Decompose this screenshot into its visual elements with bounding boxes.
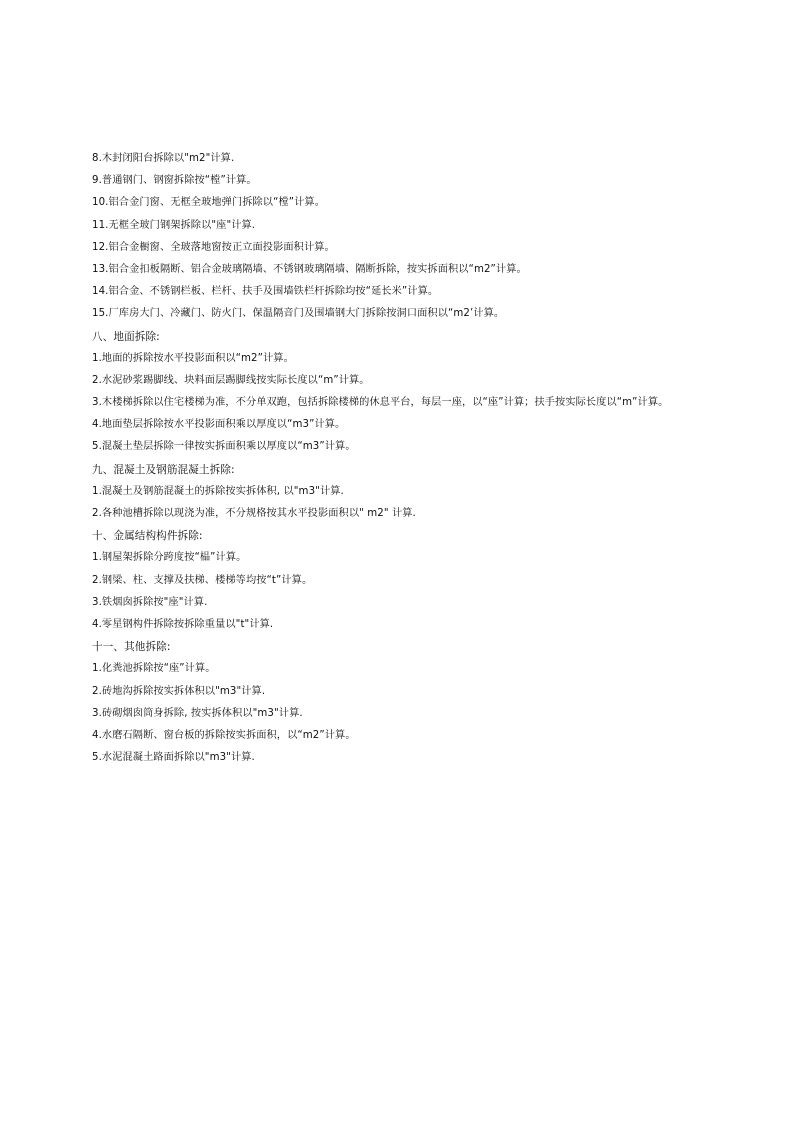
- list-item: 3.木楼梯拆除以住宅楼梯为准，不分单双跑，包括拆除楼梯的休息平台，每层一座，以“座”计算；扶手按实际长度以“m”计算。: [92, 397, 669, 409]
- list-item: 13.铝合金扣板隔断、铝合金玻璃隔墙、不锈钢玻璃隔墙、隔断拆除，按实拆面积以“m2”计算。: [92, 263, 527, 275]
- list-item: 1.化粪池拆除按“座”计算。: [92, 663, 216, 675]
- list-item: 1.钢屋架拆除分跨度按“榀”计算。: [92, 552, 247, 564]
- section-heading: 九、混凝土及钢筋混凝土拆除:: [92, 463, 235, 476]
- section-heading: 八、地面拆除:: [92, 330, 160, 343]
- list-item: 4.地面垫层拆除按水平投影面积乘以厚度以“m3”计算。: [92, 419, 346, 431]
- list-item: 4.水磨石隔断、窗台板的拆除按实拆面积，以“m2”计算。: [92, 729, 356, 741]
- list-item: 2.钢梁、柱、支撑及扶梯、楼梯等均按“t”计算。: [92, 574, 313, 586]
- list-item: 5.混凝土垫层拆除一律按实拆面积乘以厚度以“m3”计算。: [92, 441, 356, 453]
- list-item: 10.铝合金门窗、无框全玻地弹门拆除以“樘”计算。: [92, 197, 326, 209]
- list-item: 3.铁烟囱拆除按"座"计算.: [92, 596, 208, 608]
- list-item: 4.零星钢构件拆除按拆除重量以"t"计算.: [92, 618, 274, 630]
- list-item: 14.铝合金、不锈钢栏板、栏杆、扶手及围墙铁栏杆拆除均按“延长米”计算。: [92, 286, 439, 298]
- section-heading: 十、金属结构构件拆除:: [92, 530, 203, 543]
- list-item: 2.各种池槽拆除以现浇为准，不分规格按其水平投影面积以" m2" 计算.: [92, 508, 416, 519]
- section-heading: 十一、其他拆除:: [92, 641, 171, 654]
- list-item: 8.木封闭阳台拆除以"m2"计算.: [92, 153, 235, 164]
- document-body: [92, 148, 752, 769]
- list-item: 3.砖砌烟囱筒身拆除, 按实拆体积以"m3"计算.: [92, 707, 303, 719]
- list-item: 5.水泥混凝土路面拆除以"m3"计算.: [92, 752, 255, 764]
- list-item: 15.厂库房大门、冷藏门、防火门、保温隔音门及围墙钢大门拆除按洞口面积以“m2’计算。: [92, 308, 505, 320]
- list-item: 1.混凝土及钢筋混凝土的拆除按实拆体积, 以"m3"计算.: [92, 485, 344, 497]
- list-item: 12.铝合金橱窗、全玻落地窗按正立面投影面积计算。: [92, 241, 335, 253]
- list-item: 2.水泥砂浆踢脚线、块料面层踢脚线按实际长度以“m”计算。: [92, 374, 370, 386]
- list-item: 11.无框全玻门钢架拆除以"座"计算.: [92, 219, 256, 231]
- list-item: 2.砖地沟拆除按实拆体积以"m3"计算.: [92, 685, 266, 697]
- list-item: 1.地面的拆除按水平投影面积以“m2”计算。: [92, 352, 294, 364]
- list-item: 9.普通钢门、钢窗拆除按“樘”计算。: [92, 175, 257, 187]
